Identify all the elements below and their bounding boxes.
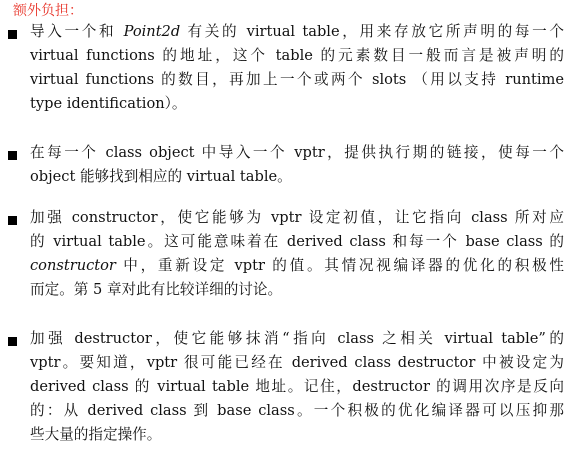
item-line: virtual functions 的数目，再加上一个或两个 slots （用以支持 runtime [30, 71, 564, 88]
item-line: virtual functions 的地址，这个 table 的元素数目一般而言是被声明的 [30, 47, 564, 64]
bullet-square-icon [8, 216, 17, 225]
item-line: 在每一个 class object 中导入一个 vptr，提供执行期的链接，使每一个 [30, 144, 564, 161]
bullet-square-icon [8, 337, 17, 346]
item-line: type identification）。 [30, 95, 187, 112]
item-line: constructor 中，重新设定 vptr 的值。其情况视编译器的优化的积极性 [30, 257, 564, 274]
item-line: 导入一个和 Point2d 有关的 virtual table，用来存放它所声明的每一个 [30, 23, 564, 40]
item-line: derived class 的 virtual table 地址。记住，destructor 的调用次序是反向 [30, 378, 564, 395]
item-line: 加强 constructor，使它能够为 vptr 设定初值，让它指向 class 所对应 [30, 209, 564, 226]
bullet-square-icon [8, 151, 17, 160]
item-line: 的：从 derived class 到 base class。一个积极的优化编译器可以压抑那 [30, 402, 564, 419]
section-heading: 额外负担： [13, 3, 83, 19]
item-line: vptr。要知道，vptr 很可能已经在 derived class destructor 中被设定为 [30, 354, 564, 371]
item-line: 的 virtual table。这可能意味着在 derived class 和每一个 base class 的 [30, 233, 564, 250]
item-line: 而定。第 5 章对此有比较详细的讨论。 [30, 281, 283, 298]
item-line: 加强 destructor，使它能够抹消“指向 class 之相关 virtual table”的 [30, 330, 564, 347]
bullet-square-icon [8, 30, 17, 39]
item-line: object 能够找到相应的 virtual table。 [30, 168, 292, 185]
item-line: 些大量的指定操作。 [30, 426, 162, 443]
